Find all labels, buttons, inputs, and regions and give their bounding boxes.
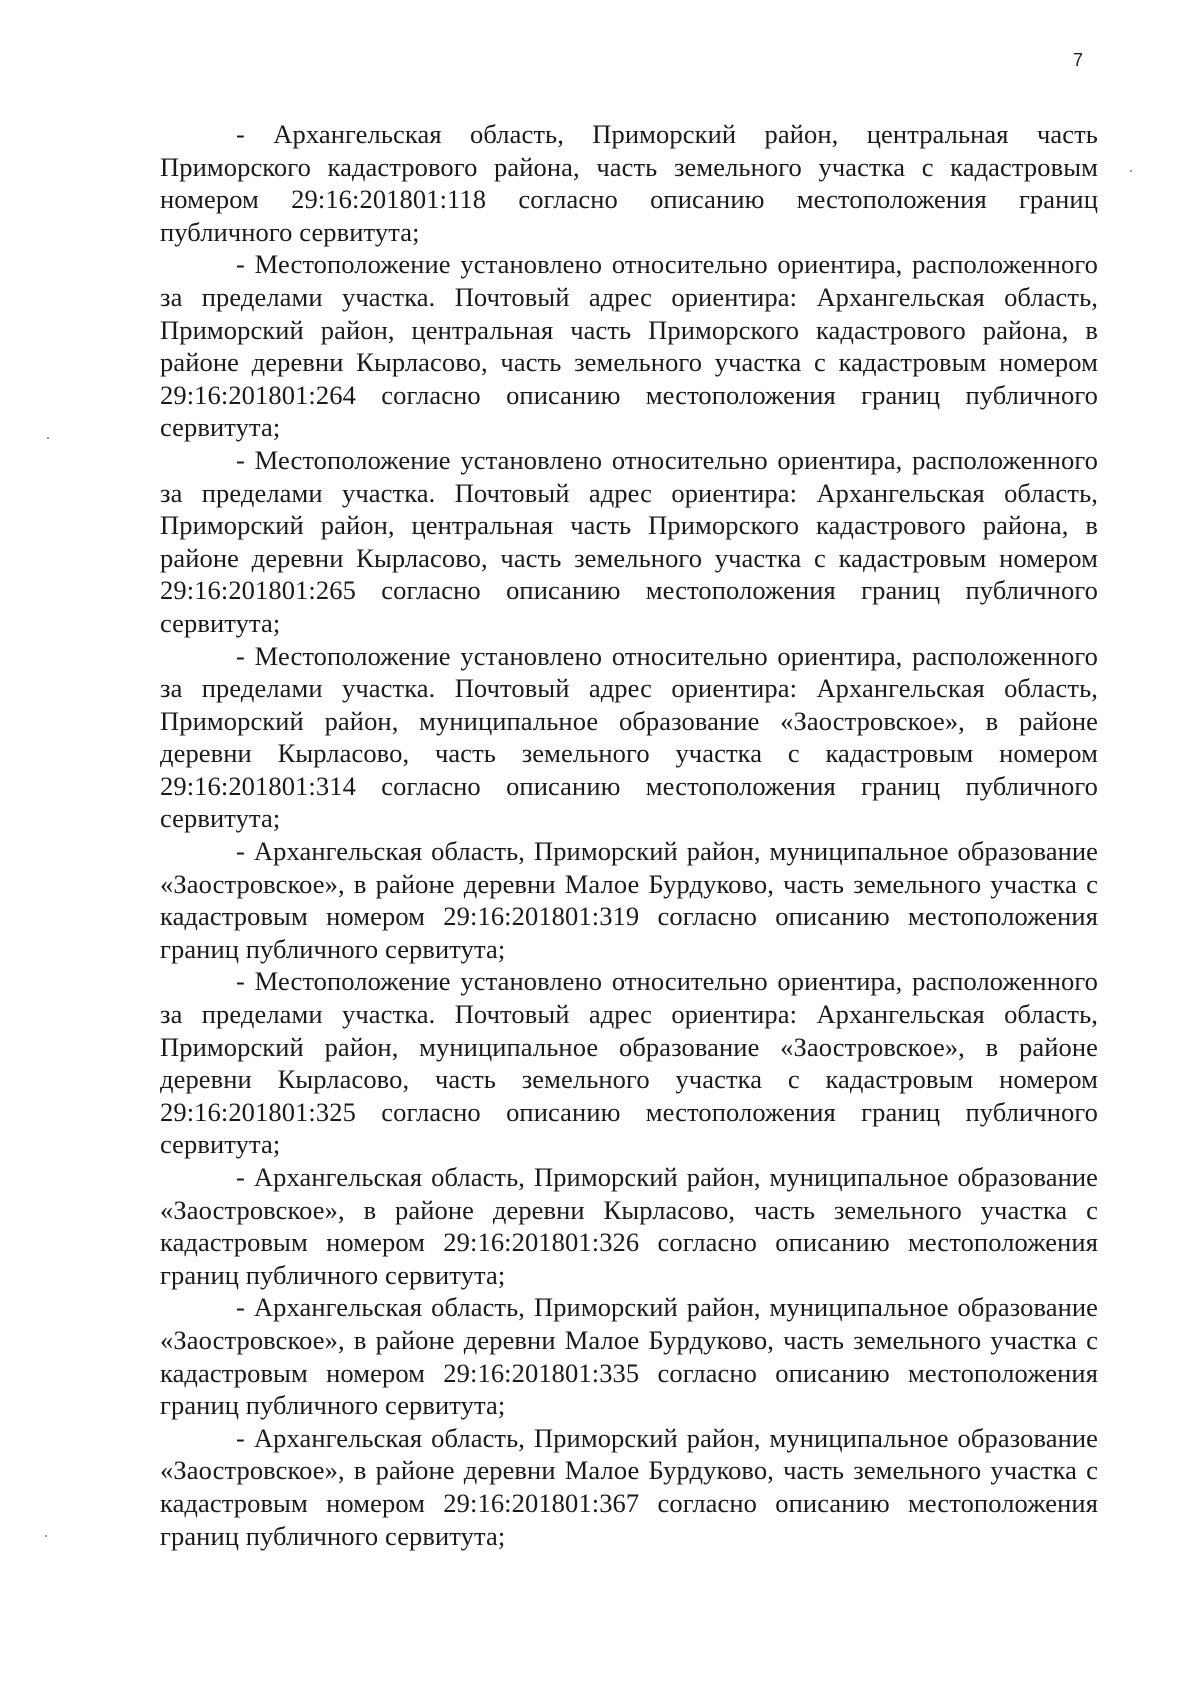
page-number: 7 [1073,50,1084,70]
paragraph-2: - Местоположение установлено относительно ориентира, расположенного за пределами участка. Почтовый адрес ориентира: Архангельская область, Приморский район, центральная часть Приморского кадастрового района, в районе деревни Кырласово, часть земельного участка с кадастровым номером 29:16:201801:264 согласно описанию местоположения границ публичного сервитута; [160,249,1098,443]
scan-speck [1130,170,1132,172]
paragraph-7: - Архангельская область, Приморский район, муниципальное образование «Заостровское», в районе деревни Кырласово, часть земельного участка с кадастровым номером 29:16:201801:326 согласно описанию местоположения границ публичного сервитута; [160,1162,1098,1290]
paragraph-6: - Местоположение установлено относительно ориентира, расположенного за пределами участка. Почтовый адрес ориентира: Архангельская область, Приморский район, муниципальное образование «Заостровское», в районе деревни Кырласово, часть земельного участка с кадастровым номером 29:16:201801:325 согласно описанию местоположения границ публичного сервитута; [160,966,1098,1160]
paragraph-3: - Местоположение установлено относительно ориентира, расположенного за пределами участка. Почтовый адрес ориентира: Архангельская область, Приморский район, центральная часть Приморского кадастрового района, в районе деревни Кырласово, часть земельного участка с кадастровым номером 29:16:201801:265 согласно описанию местоположения границ публичного сервитута; [160,444,1098,638]
paragraph-4: - Местоположение установлено относительно ориентира, расположенного за пределами участка. Почтовый адрес ориентира: Архангельская область, Приморский район, муниципальное образование «Заостровское», в районе деревни Кырласово, часть земельного участка с кадастровым номером 29:16:201801:314 согласно описанию местоположения границ публичного сервитута; [160,640,1098,834]
scan-speck [45,1535,47,1537]
paragraph-9: - Архангельская область, Приморский район, муниципальное образование «Заостровское», в районе деревни Малое Бурдуково, часть земельного участка с кадастровым номером 29:16:201801:367 согласно описанию местоположения границ публичного сервитута; [160,1422,1098,1551]
paragraph-1: - Архангельская область, Приморский район, центральная часть Приморского кадастрового района, часть земельного участка с кадастровым номером 29:16:201801:118 согласно описанию местоположения границ публичного сервитута; [160,119,1098,247]
document-body [160,118,1098,1552]
paragraph-8: - Архангельская область, Приморский район, муниципальное образование «Заостровское», в районе деревни Малое Бурдуково, часть земельного участка с кадастровым номером 29:16:201801:335 согласно описанию местоположения границ публичного сервитута; [160,1292,1098,1421]
scan-speck [47,437,49,439]
paragraph-5: - Архангельская область, Приморский район, муниципальное образование «Заостровское», в районе деревни Малое Бурдуково, часть земельного участка с кадастровым номером 29:16:201801:319 согласно описанию местоположения границ публичного сервитута; [160,836,1098,964]
